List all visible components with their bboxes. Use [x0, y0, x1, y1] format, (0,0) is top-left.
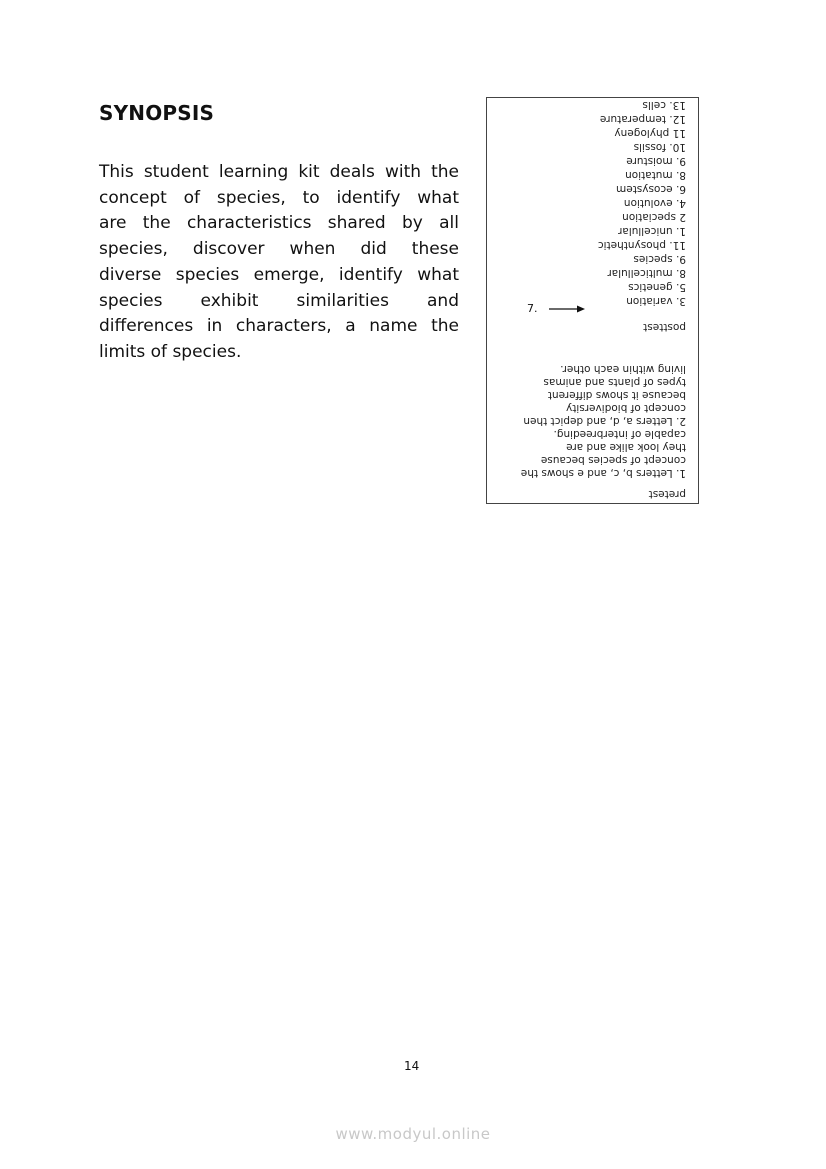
paragraph-line: diverse species emerge, identify what [99, 264, 459, 285]
answer-key-line: 11 phylogeny [614, 127, 686, 139]
answer-key-line: 3. variation [626, 295, 686, 307]
answer-key-line: 1. Letters b, c, and e shows the [520, 467, 686, 479]
synopsis-paragraph [99, 160, 459, 366]
answer-key-line: capable of interbreeding. [553, 428, 686, 440]
arrow-right-icon [549, 305, 585, 313]
rotated-answer-key [487, 98, 698, 503]
answer-key-line: pretest [648, 488, 686, 500]
answer-key-line: concept of biodiversity [566, 402, 686, 414]
answer-key-line: posttest [643, 321, 686, 333]
answer-key-line: 6. ecosystem [616, 183, 686, 195]
paragraph-line: species exhibit similarities and [99, 290, 459, 311]
answer-key-line: 5. genetics [628, 281, 686, 293]
answer-key-line: types of plants and animas [543, 376, 686, 388]
paragraph-line: This student learning kit deals with the [99, 162, 459, 182]
annotation-label: 7. [527, 302, 538, 315]
answer-key-line: concept of species because [540, 454, 686, 466]
paragraph-line: are the characteristics shared by all [99, 213, 459, 234]
answer-key-line: 1. unicellular [618, 225, 686, 237]
answer-key-line: 13. cells [642, 99, 686, 111]
answer-key-line: because it shows different [547, 389, 686, 401]
answer-key-box [486, 97, 699, 504]
answer-key-line: 2. Letters a, d, and depict then [523, 415, 686, 427]
paragraph-line: limits of species. [99, 341, 242, 362]
answer-key-line: 10. fossils [633, 141, 686, 153]
watermark: www.modyul.online [335, 1125, 491, 1143]
answer-key-line: living within each other. [560, 363, 686, 375]
page-number: 14 [404, 1059, 420, 1073]
answer-key-line: 8. mutation [625, 169, 686, 181]
answer-key-line: 9. moisture [626, 155, 686, 167]
answer-key-line: 2 speciation [622, 211, 686, 223]
paragraph-line: differences in characters, a name the [99, 316, 459, 337]
paragraph-line: species, discover when did these [99, 239, 459, 260]
answer-key-line: 12. temperature [599, 113, 686, 125]
section-title: SYNOPSIS [99, 101, 215, 125]
answer-key-line: 8. multicellular [607, 267, 686, 279]
paragraph-line: concept of species, to identify what [99, 187, 459, 208]
answer-key-line: 11. phosynthetic [597, 239, 686, 251]
answer-key-line: they look alike and are [566, 441, 686, 453]
answer-key-line: 4. evolution [623, 197, 686, 209]
answer-key-line: 9. species [633, 253, 686, 265]
